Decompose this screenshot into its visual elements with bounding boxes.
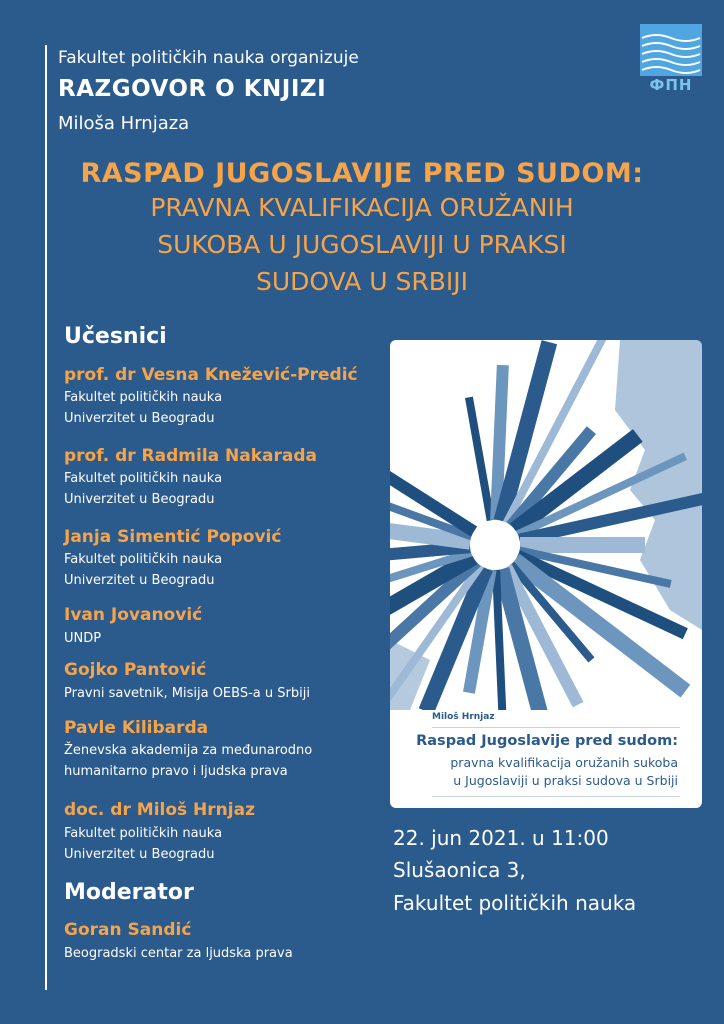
event-venue: Fakultet političkih nauka	[393, 891, 637, 915]
participant-name: Janja Simentić Popović	[64, 527, 282, 547]
book-title-sub-line: PRAVNA KVALIFIKACIJA ORUŽANIH	[150, 193, 574, 222]
cover-author: Miloš Hrnjaz	[432, 712, 495, 722]
participant-affiliation: UNDP	[64, 631, 102, 646]
event-room: Slušaonica 3,	[393, 858, 526, 882]
event-title: RAZGOVOR O KNJIZI	[58, 76, 327, 102]
participant-name: Ivan Jovanović	[64, 605, 203, 625]
cover-subtitle-line: pravna kvalifikacija oružanih sukoba	[450, 755, 678, 770]
participants-heading: Učesnici	[64, 324, 167, 349]
cover-artwork	[390, 340, 702, 710]
book-cover	[390, 340, 702, 808]
event-datetime: 22. jun 2021. u 11:00	[393, 826, 609, 850]
participant-name: prof. dr Radmila Nakarada	[64, 446, 318, 466]
participant-affiliation: Fakultet političkih nauka Univerzitet u Beogradu	[64, 471, 223, 507]
participant-name: Gojko Pantović	[64, 660, 207, 680]
participant-name: doc. dr Miloš Hrnjaz	[64, 800, 255, 820]
cover-ray	[469, 397, 491, 520]
book-title-sub-line: SUDOVA U SRBIJI	[256, 267, 468, 296]
book-author: Miloša Hrnjaza	[58, 113, 190, 134]
participant-name: prof. dr Vesna Knežević-Predić	[64, 365, 358, 385]
book-title-sub-line: SUKOBA U JUGOSLAVIJI U PRAKSI	[157, 230, 567, 259]
cover-divider	[432, 796, 680, 797]
cover-divider	[432, 727, 680, 728]
moderator-affiliation: Beogradski centar za ljudska prava	[64, 946, 293, 961]
cover-subtitle-line: u Jugoslaviji u praksi sudova u Srbiji	[453, 773, 678, 788]
logo-text: ФПН	[649, 76, 693, 94]
book-title-main: RASPAD JUGOSLAVIJE PRED SUDOM:	[80, 158, 644, 189]
participant-affiliation: Pravni savetnik, Misija OEBS-a u Srbiji	[64, 686, 310, 701]
participant-name: Pavle Kilibarda	[64, 718, 209, 738]
participant-affiliation: Ženevska akademija za međunarodno humanitarno pravo i ljudska prava	[64, 743, 313, 779]
participant-affiliation: Fakultet političkih nauka Univerzitet u Beogradu	[64, 552, 223, 588]
moderator-name: Goran Sandić	[64, 920, 192, 940]
participant-affiliation: Fakultet političkih nauka Univerzitet u Beogradu	[64, 826, 223, 862]
organizer-intro: Fakultet političkih nauka organizuje	[58, 48, 359, 68]
cover-title: Raspad Jugoslavije pred sudom:	[416, 733, 678, 749]
moderator-heading: Moderator	[64, 880, 194, 905]
participant-affiliation: Fakultet političkih nauka Univerzitet u Beogradu	[64, 390, 223, 426]
